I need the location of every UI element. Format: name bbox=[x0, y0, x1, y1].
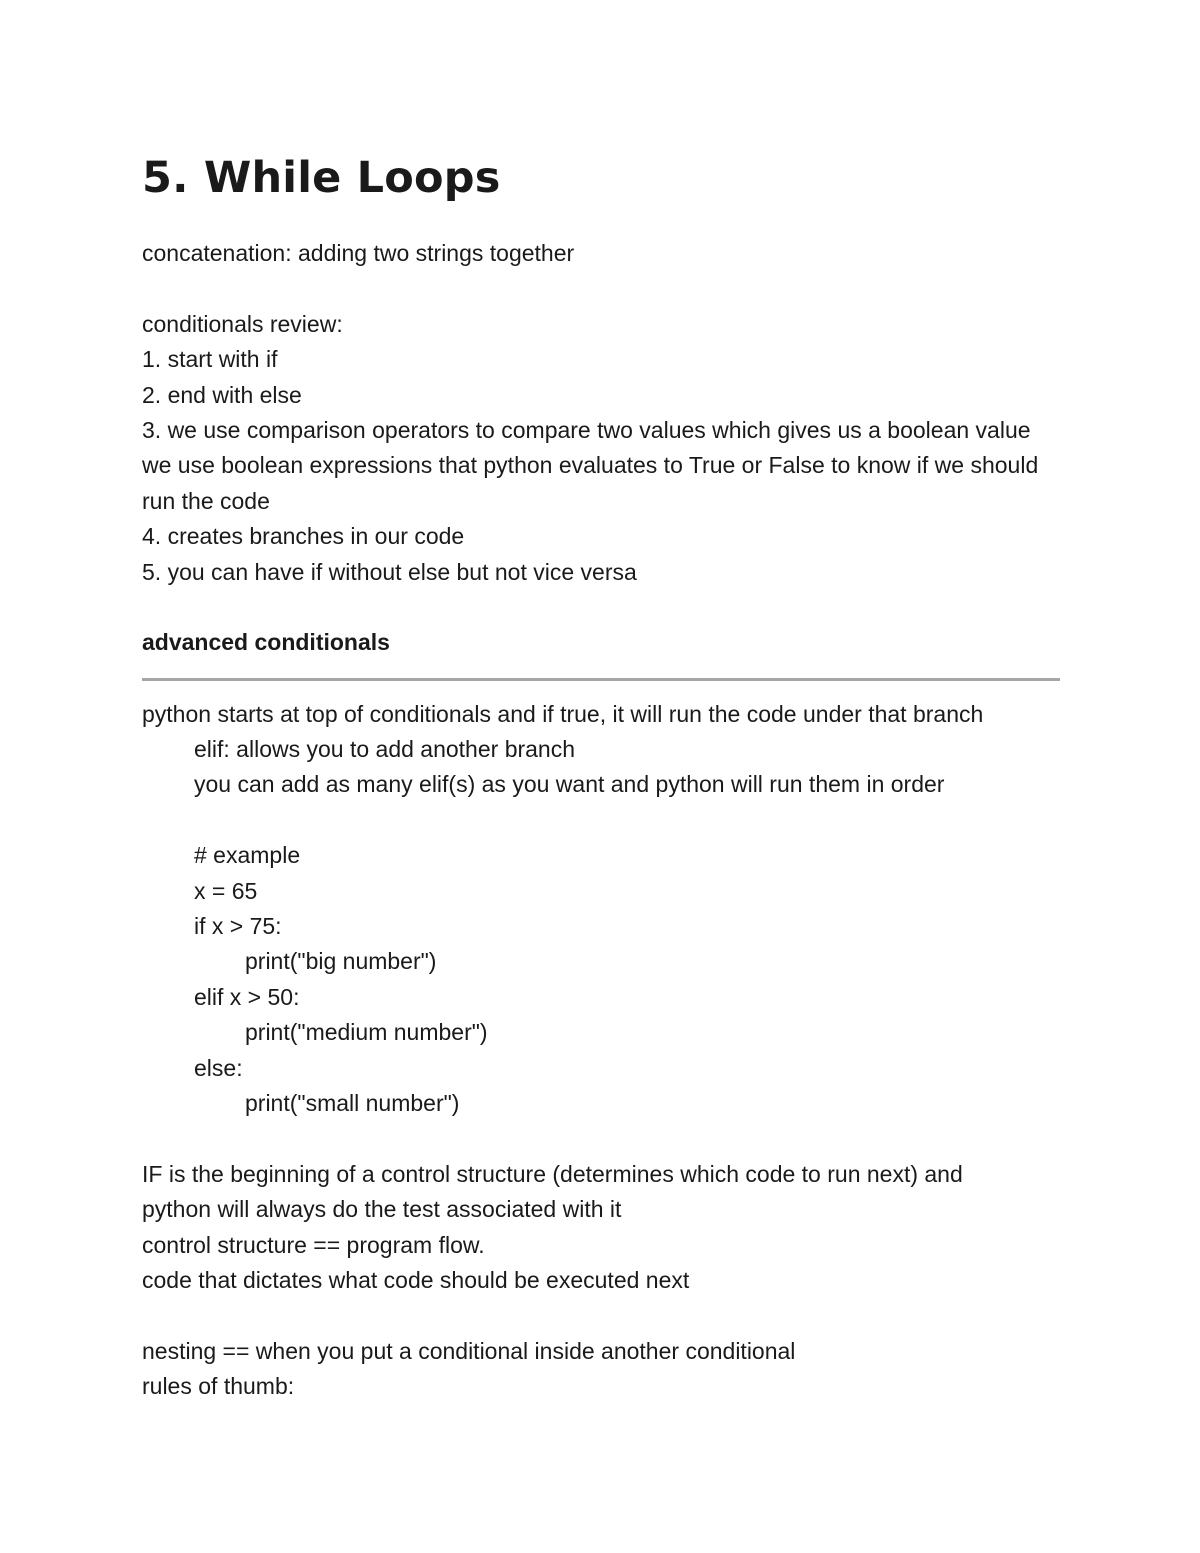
code-line: elif x > 50: bbox=[194, 983, 300, 1010]
review-item: 2. end with else bbox=[142, 381, 302, 408]
review-item: 4. creates branches in our code bbox=[142, 523, 465, 550]
concatenation-definition: concatenation: adding two strings together bbox=[142, 240, 575, 266]
review-heading: conditionals review: bbox=[142, 310, 343, 337]
code-line: # example bbox=[194, 842, 301, 869]
review-item: 1. start with if bbox=[142, 346, 278, 373]
review-item: run the code bbox=[142, 487, 270, 514]
code-line: print("big number") bbox=[245, 948, 437, 975]
control-structure-text: IF is the beginning of a control structure (determines which code to run next) and bbox=[142, 1160, 963, 1187]
code-line: x = 65 bbox=[194, 877, 258, 904]
review-item: 3. we use comparison operators to compare two values which gives us a boolean value bbox=[142, 416, 1031, 443]
control-structure-text: code that dictates what code should be executed next bbox=[142, 1266, 690, 1293]
code-example bbox=[142, 838, 1060, 1121]
code-line: if x > 75: bbox=[194, 913, 282, 940]
advanced-intro: python starts at top of conditionals and if true, it will run the code under that branch bbox=[142, 700, 984, 727]
nesting-definition: nesting == when you put a conditional inside another conditional bbox=[142, 1337, 796, 1364]
rules-of-thumb: rules of thumb: bbox=[142, 1373, 295, 1400]
review-item: 5. you can have if without else but not vice versa bbox=[142, 558, 637, 585]
elif-many-note: you can add as many elif(s) as you want and python will run them in order bbox=[194, 771, 945, 798]
code-line: print("small number") bbox=[245, 1089, 460, 1116]
code-line: else: bbox=[194, 1054, 243, 1081]
code-line: print("medium number") bbox=[245, 1019, 488, 1046]
control-structure-text: python will always do the test associated with it bbox=[142, 1196, 622, 1223]
control-structure-text: control structure == program flow. bbox=[142, 1231, 485, 1258]
page-title: 5. While Loops bbox=[142, 153, 501, 203]
advanced-heading: advanced conditionals bbox=[142, 629, 390, 656]
horizontal-rule bbox=[142, 678, 1060, 681]
document-page bbox=[142, 140, 1060, 1405]
elif-note: elif: allows you to add another branch bbox=[194, 736, 576, 763]
review-item: we use boolean expressions that python evaluates to True or False to know if we should bbox=[142, 452, 1039, 479]
